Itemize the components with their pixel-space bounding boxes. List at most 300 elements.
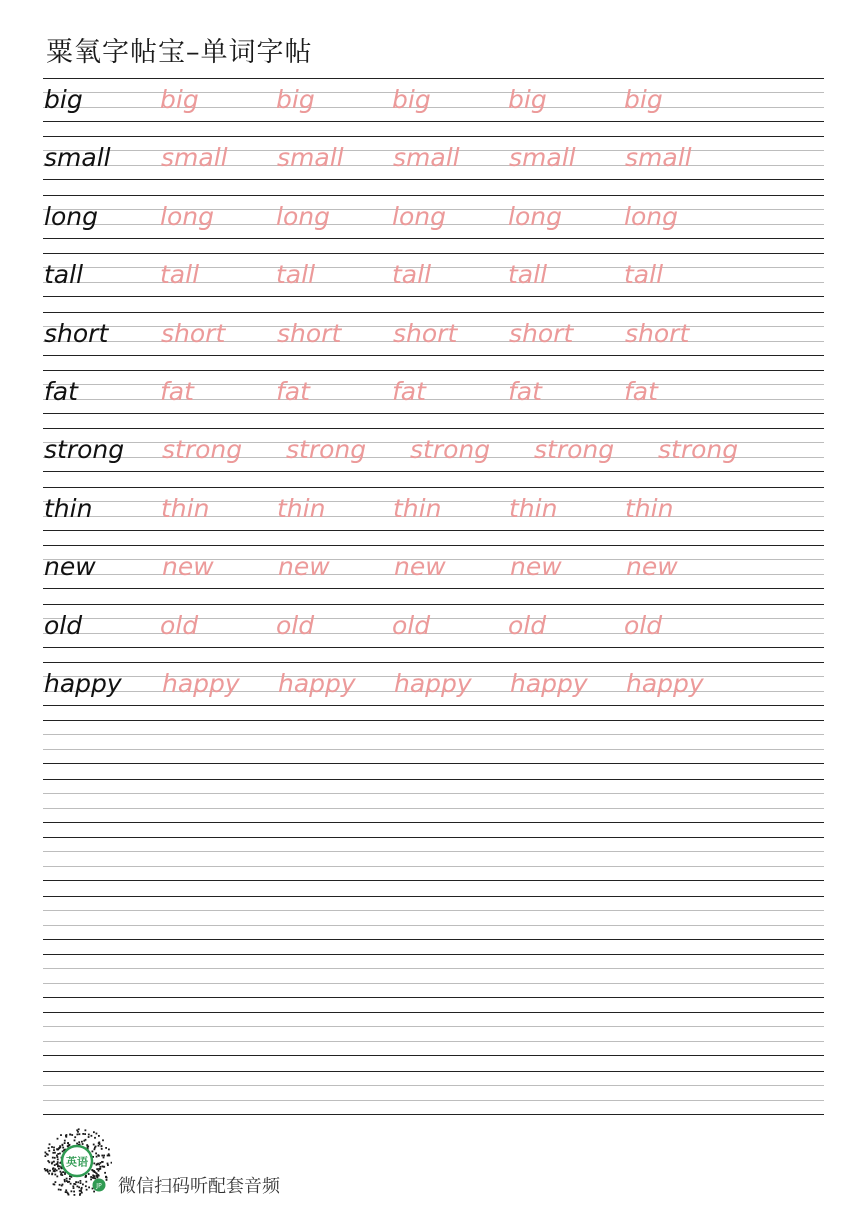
qr-dot: [61, 1185, 63, 1187]
qr-dot: [81, 1187, 83, 1189]
qr-dot: [99, 1166, 101, 1168]
trace-word: big: [392, 85, 431, 114]
trace-word: small: [277, 143, 344, 173]
qr-dot: [44, 1168, 46, 1170]
qr-dot: [57, 1156, 59, 1158]
qr-dot: [71, 1190, 73, 1192]
qr-dot: [103, 1166, 105, 1168]
guide-line: [43, 954, 824, 955]
trace-word: small: [161, 143, 228, 173]
qr-dot: [103, 1155, 105, 1157]
trace-word: fat: [392, 377, 426, 406]
qr-dot: [85, 1175, 87, 1177]
trace-word: new: [162, 552, 214, 582]
qr-dot: [77, 1186, 79, 1188]
qr-dot: [88, 1134, 90, 1136]
guide-line: [43, 720, 824, 721]
qr-dot: [57, 1161, 59, 1163]
trace-word: thin: [509, 493, 558, 523]
qr-dot: [69, 1144, 71, 1146]
model-word: short: [44, 318, 109, 348]
qr-dot: [51, 1173, 53, 1175]
practice-row: [43, 428, 824, 472]
qr-dot: [86, 1144, 88, 1146]
practice-row: [43, 487, 824, 531]
guide-line: [43, 925, 824, 926]
trace-word: big: [160, 85, 199, 114]
qr-dot: [91, 1135, 93, 1137]
model-word: happy: [44, 669, 122, 698]
qr-dot: [96, 1133, 98, 1135]
qr-dot: [59, 1153, 61, 1155]
qr-dot: [54, 1164, 56, 1166]
guide-line: [43, 370, 824, 371]
guide-line: [43, 136, 824, 137]
qr-dot: [105, 1147, 107, 1149]
guide-line: [43, 253, 824, 254]
practice-row: [43, 370, 824, 414]
trace-word: happy: [162, 669, 240, 698]
qr-dot: [101, 1155, 103, 1157]
guide-line: [43, 413, 824, 414]
qr-dot: [107, 1164, 109, 1166]
qr-dot: [86, 1189, 88, 1191]
guide-line: [43, 530, 824, 531]
trace-word: strong: [162, 435, 243, 465]
blank-practice-row: [43, 954, 824, 998]
trace-word: happy: [510, 669, 588, 698]
audio-caption: 微信扫码听配套音频: [118, 1176, 280, 1197]
qr-dot: [105, 1176, 107, 1178]
qr-dot: [92, 1177, 94, 1179]
qr-dot: [82, 1143, 84, 1145]
guide-line: [43, 939, 824, 940]
qr-dot: [64, 1142, 66, 1144]
qr-dot: [69, 1178, 71, 1180]
trace-word: fat: [624, 377, 658, 406]
guide-line: [43, 1041, 824, 1042]
model-word: big: [44, 85, 83, 114]
trace-word: strong: [658, 435, 739, 465]
blank-practice-row: [43, 1012, 824, 1056]
trace-word: new: [394, 552, 446, 582]
guide-line: [43, 1085, 824, 1086]
guide-line: [43, 604, 824, 605]
qr-dot: [88, 1187, 90, 1189]
qr-dot: [53, 1147, 55, 1149]
guide-line: [43, 822, 824, 823]
qr-dot: [79, 1194, 81, 1196]
qr-dot: [96, 1163, 98, 1165]
model-word: old: [44, 610, 83, 640]
qr-dot: [47, 1171, 49, 1173]
qr-dot: [54, 1157, 56, 1159]
qr-dot: [54, 1168, 56, 1170]
guide-line: [43, 793, 824, 794]
qr-dot: [60, 1171, 62, 1173]
qr-dot: [56, 1176, 58, 1178]
qr-dot: [64, 1173, 66, 1175]
guide-line: [43, 487, 824, 488]
qr-dot: [54, 1184, 56, 1186]
qr-dot: [98, 1168, 100, 1170]
qr-dot: [82, 1184, 84, 1186]
qr-dot: [82, 1133, 84, 1135]
trace-word: happy: [626, 669, 704, 698]
guide-line: [43, 779, 824, 780]
trace-word: small: [393, 143, 460, 173]
qr-dot: [68, 1194, 70, 1196]
qr-dot: [64, 1140, 66, 1142]
guide-line: [43, 910, 824, 911]
qr-dot: [111, 1162, 112, 1164]
qr-dot: [104, 1172, 106, 1174]
qr-dot: [71, 1134, 73, 1136]
qr-dot: [67, 1145, 69, 1147]
model-word: thin: [44, 493, 93, 523]
guide-line: [43, 1012, 824, 1013]
trace-word: happy: [394, 669, 472, 698]
qr-dot: [65, 1189, 67, 1191]
qr-dot: [83, 1140, 85, 1142]
qr-dot: [69, 1134, 71, 1136]
qr-dot: [94, 1175, 96, 1177]
qr-dot: [85, 1181, 87, 1183]
trace-word: fat: [276, 377, 310, 406]
qr-dot: [57, 1153, 59, 1155]
guide-line: [43, 866, 824, 867]
qr-dot: [62, 1147, 64, 1149]
trace-word: strong: [534, 435, 615, 465]
qr-dot: [92, 1151, 94, 1153]
guide-line: [43, 837, 824, 838]
guide-line: [43, 1055, 824, 1056]
guide-line: [43, 808, 824, 809]
guide-line: [43, 121, 824, 122]
qr-dot: [97, 1154, 99, 1156]
trace-word: tall: [624, 260, 664, 290]
qr-dot: [48, 1147, 50, 1149]
qr-dot: [48, 1150, 50, 1152]
trace-word: thin: [393, 493, 442, 523]
qr-dot: [54, 1152, 56, 1154]
qr-dot: [52, 1157, 54, 1159]
trace-word: short: [625, 318, 690, 348]
qr-dot: [53, 1149, 55, 1151]
qr-dot: [45, 1170, 47, 1172]
qr-dot: [73, 1183, 75, 1185]
qr-dot: [51, 1146, 53, 1148]
guide-line: [43, 983, 824, 984]
qr-dot: [74, 1140, 76, 1142]
guide-line: [43, 296, 824, 297]
qr-sub-badge-label: JP: [96, 1182, 102, 1190]
qr-dot: [74, 1136, 76, 1138]
blank-practice-row: [43, 779, 824, 823]
qr-dot: [47, 1160, 49, 1162]
qr-code[interactable]: [42, 1128, 112, 1198]
qr-dot: [57, 1166, 59, 1168]
qr-dot: [76, 1143, 78, 1145]
guide-line: [43, 763, 824, 764]
qr-dot: [62, 1144, 64, 1146]
qr-dot: [101, 1145, 103, 1147]
trace-word: long: [624, 201, 678, 231]
trace-word: short: [509, 318, 574, 348]
qr-dot: [57, 1159, 59, 1161]
trace-word: old: [276, 610, 315, 640]
guide-line: [43, 1071, 824, 1072]
qr-dot: [64, 1181, 66, 1183]
qr-dot: [103, 1157, 105, 1159]
trace-word: new: [626, 552, 678, 582]
qr-dot: [75, 1181, 77, 1183]
trace-word: old: [624, 610, 663, 640]
guide-line: [43, 428, 824, 429]
qr-dot: [56, 1163, 58, 1165]
qr-dot: [88, 1136, 90, 1138]
qr-dot: [56, 1155, 58, 1157]
qr-dot: [93, 1170, 95, 1172]
qr-dot: [72, 1185, 74, 1187]
guide-line: [43, 588, 824, 589]
qr-dot: [66, 1178, 68, 1180]
qr-dot: [52, 1152, 54, 1154]
qr-dot: [56, 1148, 58, 1150]
qr-dot: [58, 1189, 60, 1191]
qr-dot: [90, 1176, 92, 1178]
qr-dot: [81, 1192, 83, 1194]
qr-dot: [77, 1134, 79, 1136]
qr-dot: [96, 1168, 98, 1170]
qr-dot: [49, 1143, 51, 1145]
model-word: tall: [44, 260, 84, 290]
trace-word: old: [160, 610, 199, 640]
practice-row: [43, 604, 824, 648]
qr-dot: [94, 1147, 96, 1149]
guide-line: [43, 195, 824, 196]
blank-practice-row: [43, 1071, 824, 1115]
model-word: long: [44, 201, 98, 231]
guide-line: [43, 312, 824, 313]
guide-line: [43, 734, 824, 735]
qr-dot: [59, 1184, 61, 1186]
qr-dot: [95, 1153, 97, 1155]
qr-dot: [56, 1170, 58, 1172]
trace-word: long: [508, 201, 562, 231]
practice-row: [43, 545, 824, 589]
qr-dot: [46, 1169, 48, 1171]
page-title: 粟氧字帖宝–单词字帖: [46, 37, 313, 68]
qr-dot: [88, 1173, 90, 1175]
qr-dot: [54, 1174, 56, 1176]
qr-dot: [79, 1190, 81, 1192]
qr-dot: [80, 1182, 82, 1184]
qr-dot: [65, 1191, 67, 1193]
qr-dot: [85, 1129, 87, 1131]
qr-dot: [102, 1139, 104, 1141]
trace-word: short: [161, 318, 226, 348]
qr-dot: [98, 1170, 100, 1172]
qr-dot: [61, 1167, 63, 1169]
trace-word: old: [508, 610, 547, 640]
qr-dot: [108, 1155, 110, 1157]
practice-row: [43, 662, 824, 706]
qr-dot: [98, 1142, 100, 1144]
guide-line: [43, 1100, 824, 1101]
qr-dot: [77, 1181, 79, 1183]
trace-word: short: [393, 318, 458, 348]
guide-line: [43, 78, 824, 79]
guide-line: [43, 355, 824, 356]
qr-dot: [78, 1141, 80, 1143]
guide-line: [43, 1114, 824, 1115]
qr-dot: [78, 1186, 80, 1188]
qr-dot: [87, 1146, 89, 1148]
trace-word: short: [277, 318, 342, 348]
qr-dot: [65, 1135, 67, 1137]
qr-dot: [101, 1148, 103, 1150]
guide-line: [43, 179, 824, 180]
model-word: new: [44, 552, 96, 582]
qr-dot: [55, 1181, 57, 1183]
qr-dot: [74, 1194, 76, 1196]
blank-practice-row: [43, 837, 824, 881]
trace-word: small: [625, 143, 692, 173]
trace-word: long: [160, 201, 214, 231]
qr-dot: [73, 1187, 75, 1189]
guide-line: [43, 545, 824, 546]
qr-dot: [70, 1183, 72, 1185]
qr-dot: [57, 1138, 59, 1140]
qr-dot: [53, 1161, 55, 1163]
qr-dot: [94, 1137, 96, 1139]
qr-dot: [73, 1191, 75, 1193]
guide-line: [43, 997, 824, 998]
qr-dot: [98, 1135, 100, 1137]
qr-dot: [53, 1170, 55, 1172]
trace-word: small: [509, 143, 576, 173]
guide-line: [43, 705, 824, 706]
practice-row: [43, 78, 824, 122]
guide-line: [43, 662, 824, 663]
qr-dot: [61, 1174, 63, 1176]
qr-dot: [84, 1133, 86, 1135]
trace-word: strong: [286, 435, 367, 465]
trace-word: thin: [625, 493, 674, 523]
trace-word: tall: [160, 260, 200, 290]
qr-dot: [66, 1180, 68, 1182]
practice-row: [43, 136, 824, 180]
qr-dot: [58, 1168, 60, 1170]
qr-dot: [90, 1179, 92, 1181]
qr-dot: [60, 1134, 62, 1136]
qr-dot: [94, 1148, 96, 1150]
qr-dot: [64, 1179, 66, 1181]
qr-dot: [98, 1145, 100, 1147]
qr-dot: [93, 1191, 95, 1193]
qr-dot: [98, 1175, 100, 1177]
qr-dot: [67, 1142, 69, 1144]
model-word: strong: [44, 435, 125, 465]
handwriting-sheet: [43, 78, 824, 1118]
guide-line: [43, 896, 824, 897]
guide-line: [43, 851, 824, 852]
qr-dot: [106, 1179, 108, 1181]
qr-dot: [107, 1155, 109, 1157]
qr-dot: [108, 1149, 110, 1151]
qr-dot: [92, 1188, 94, 1190]
qr-badge-label: 英语: [66, 1155, 88, 1169]
practice-row: [43, 253, 824, 297]
qr-dot: [62, 1171, 64, 1173]
qr-dot: [48, 1173, 50, 1175]
qr-dot: [79, 1133, 81, 1135]
trace-word: long: [392, 201, 446, 231]
guide-line: [43, 471, 824, 472]
practice-row: [43, 312, 824, 356]
trace-word: new: [510, 552, 562, 582]
trace-word: big: [276, 85, 315, 114]
trace-word: happy: [278, 669, 356, 698]
trace-word: tall: [276, 260, 316, 290]
qr-dot: [85, 1185, 87, 1187]
trace-word: thin: [277, 493, 326, 523]
qr-dot: [45, 1155, 47, 1157]
trace-word: fat: [160, 377, 194, 406]
trace-word: big: [508, 85, 547, 114]
model-word: fat: [44, 377, 78, 406]
qr-dot: [59, 1145, 61, 1147]
trace-word: strong: [410, 435, 491, 465]
qr-dot: [49, 1170, 51, 1172]
qr-dot: [59, 1165, 61, 1167]
qr-dot: [76, 1129, 78, 1131]
trace-word: old: [392, 610, 431, 640]
qr-dot: [80, 1180, 82, 1182]
guide-line: [43, 1026, 824, 1027]
trace-word: fat: [508, 377, 542, 406]
qr-dot: [45, 1152, 47, 1154]
trace-word: big: [624, 85, 663, 114]
qr-dot: [51, 1162, 53, 1164]
guide-line: [43, 647, 824, 648]
model-word: small: [44, 143, 111, 173]
qr-dot: [100, 1162, 102, 1164]
qr-dot: [60, 1189, 62, 1191]
guide-line: [43, 880, 824, 881]
practice-row: [43, 195, 824, 239]
trace-word: new: [278, 552, 330, 582]
trace-word: tall: [508, 260, 548, 290]
qr-dot: [96, 1156, 98, 1158]
blank-practice-row: [43, 720, 824, 764]
guide-line: [43, 238, 824, 239]
qr-dot: [81, 1141, 83, 1143]
qr-dot: [101, 1161, 103, 1163]
qr-dot: [107, 1163, 109, 1165]
qr-dot: [93, 1144, 95, 1146]
guide-line: [43, 749, 824, 750]
qr-dot: [93, 1163, 95, 1165]
qr-dot: [53, 1167, 55, 1169]
trace-word: tall: [392, 260, 432, 290]
qr-dot: [68, 1181, 70, 1183]
blank-practice-row: [43, 896, 824, 940]
trace-word: thin: [161, 493, 210, 523]
qr-dot: [93, 1131, 95, 1133]
trace-word: long: [276, 201, 330, 231]
